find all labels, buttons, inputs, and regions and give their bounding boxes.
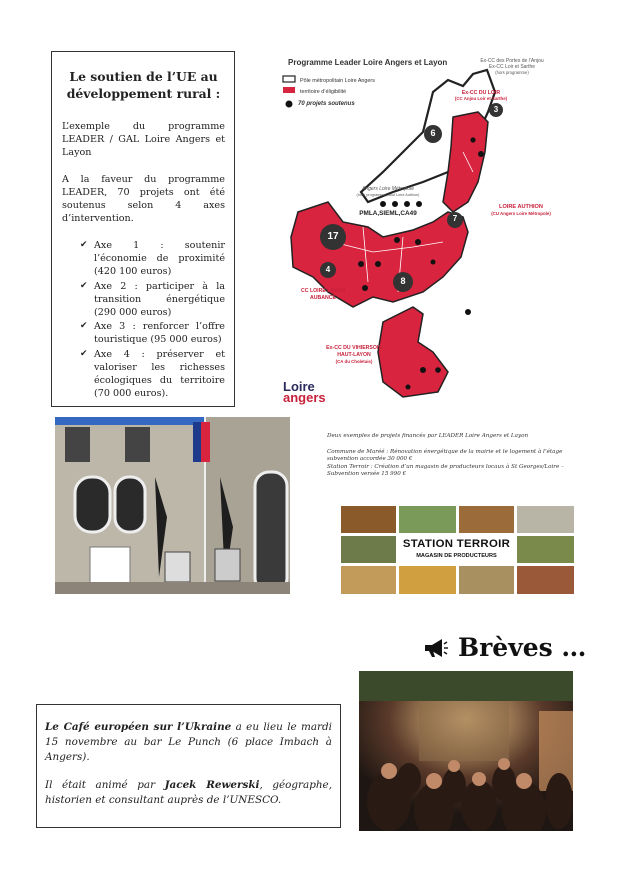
- label-layon: CC LOIRE LAYON: [301, 288, 345, 294]
- label-metropole-sub: (hors programme, sauf Loire Authion): [356, 193, 420, 197]
- eu-box-summary: A la faveur du programme LEADER, 70 projets ont été soutenus selon 4 axes d’intervention.: [62, 174, 225, 224]
- axis-item: ✔ Axe 4 : préserver et valoriser les richesses écologiques du territoire (70 000 euros).: [80, 348, 225, 400]
- checkmark-icon: ✔: [80, 240, 88, 250]
- count-3: 3: [493, 105, 499, 114]
- breves-title: Brèves …: [458, 633, 587, 662]
- count-8: 8: [400, 276, 406, 286]
- count-6: 6: [430, 128, 436, 138]
- axis-item: ✔ Axe 2 : participer à la transition énergétique (290 000 euros): [80, 280, 225, 319]
- eu-box-intro: L’exemple du programme LEADER / GAL Loire Angers et Layon: [62, 121, 225, 158]
- checkmark-icon: ✔: [80, 321, 88, 332]
- station-title: STATION TERROIR: [402, 538, 511, 550]
- legend-projects: 70 projets soutenus: [298, 101, 355, 107]
- label-aubance: AUBANCE: [310, 295, 336, 301]
- caption-maree: Commune de Maréé : Rénovation énergétique de la mairie et le logement à l’étage subvention accordée 30 000 €: [327, 448, 563, 463]
- label-cc-loir: Ex-CC DU LOIR: [461, 90, 501, 96]
- legend-territory: territoire d’éligibilité: [300, 89, 347, 95]
- axis-item: ✔ Axe 1 : soutenir l’économie de proximité (420 100 euros): [80, 240, 225, 278]
- label-hors-programme: (hors programme): [495, 70, 529, 75]
- label-haut-layon: HAUT-LAYON: [337, 352, 371, 358]
- project-captions: [327, 433, 571, 487]
- bar-event-photo: [359, 671, 573, 831]
- legend-metropole: Pôle métropolitain Loire Angers: [300, 78, 375, 84]
- label-authion: LOIRE AUTHION: [499, 204, 543, 210]
- eu-box-title: Le soutien de l’UE au développement rural :: [66, 69, 221, 101]
- label-metropole: Angers Loire Métropole: [362, 186, 414, 192]
- caption-station: Station Terroir : Création d’un magasin de producteurs locaux à St Georges/Loire – Subvention versée 15 990 €: [327, 463, 564, 478]
- label-pmla: PMLA,SIEML,CA49: [359, 210, 417, 217]
- label-portes-anjou: Ex-CC des Portes de l’Anjou: [480, 58, 544, 64]
- count-17: 17: [327, 231, 339, 242]
- eu-support-box: [51, 51, 235, 407]
- map-title: Programme Leader Loire Angers et Layon: [288, 58, 448, 67]
- breves-header: [422, 633, 586, 662]
- label-choletais: (CA du Choletais): [335, 359, 373, 364]
- checkmark-icon: ✔: [80, 348, 88, 359]
- label-authion-sub: (CU Angers Loire Métropole): [491, 211, 551, 216]
- speaker-name: Jacek Rewerski: [164, 779, 260, 791]
- cafe-paragraph-2: Il était animé par Jacek Rewerski, géographe, historien et consultant auprès de l’UNESCO.: [45, 779, 332, 806]
- loire-angers-logo: Loire angers: [283, 379, 326, 405]
- label-loir-sarthe: Ex-CC Loir et Sarthe: [488, 64, 536, 70]
- label-cc-loir-sub: (CC Anjou Loir et Sarthe): [454, 96, 508, 101]
- station-terroir-collage: [341, 506, 574, 594]
- mairie-photo: [55, 417, 290, 594]
- count-7: 7: [452, 214, 458, 223]
- captions-heading: Deux exemples de projets financés par LEADER Loire Angers et Layon: [327, 433, 529, 439]
- megaphone-icon: [422, 637, 448, 659]
- cafe-title: Le Café européen sur l’Ukraine: [45, 721, 232, 733]
- checkmark-icon: ✔: [80, 280, 88, 291]
- axes-list: [62, 239, 225, 400]
- count-4: 4: [325, 265, 331, 274]
- axis-item: ✔ Axe 3 : renforcer l’offre touristique (95 000 euros): [80, 321, 225, 346]
- station-subtitle: MAGASIN DE PRODUCTEURS: [416, 553, 497, 559]
- cafe-paragraph-1: Le Café européen sur l’Ukraine a eu lieu le mardi 15 novembre au bar Le Punch (6 place Imbach à Angers).: [45, 721, 332, 763]
- label-vihiersois: Ex-CC DU VIHIERSOIS: [326, 345, 382, 351]
- cafe-europeen-box: [36, 704, 341, 828]
